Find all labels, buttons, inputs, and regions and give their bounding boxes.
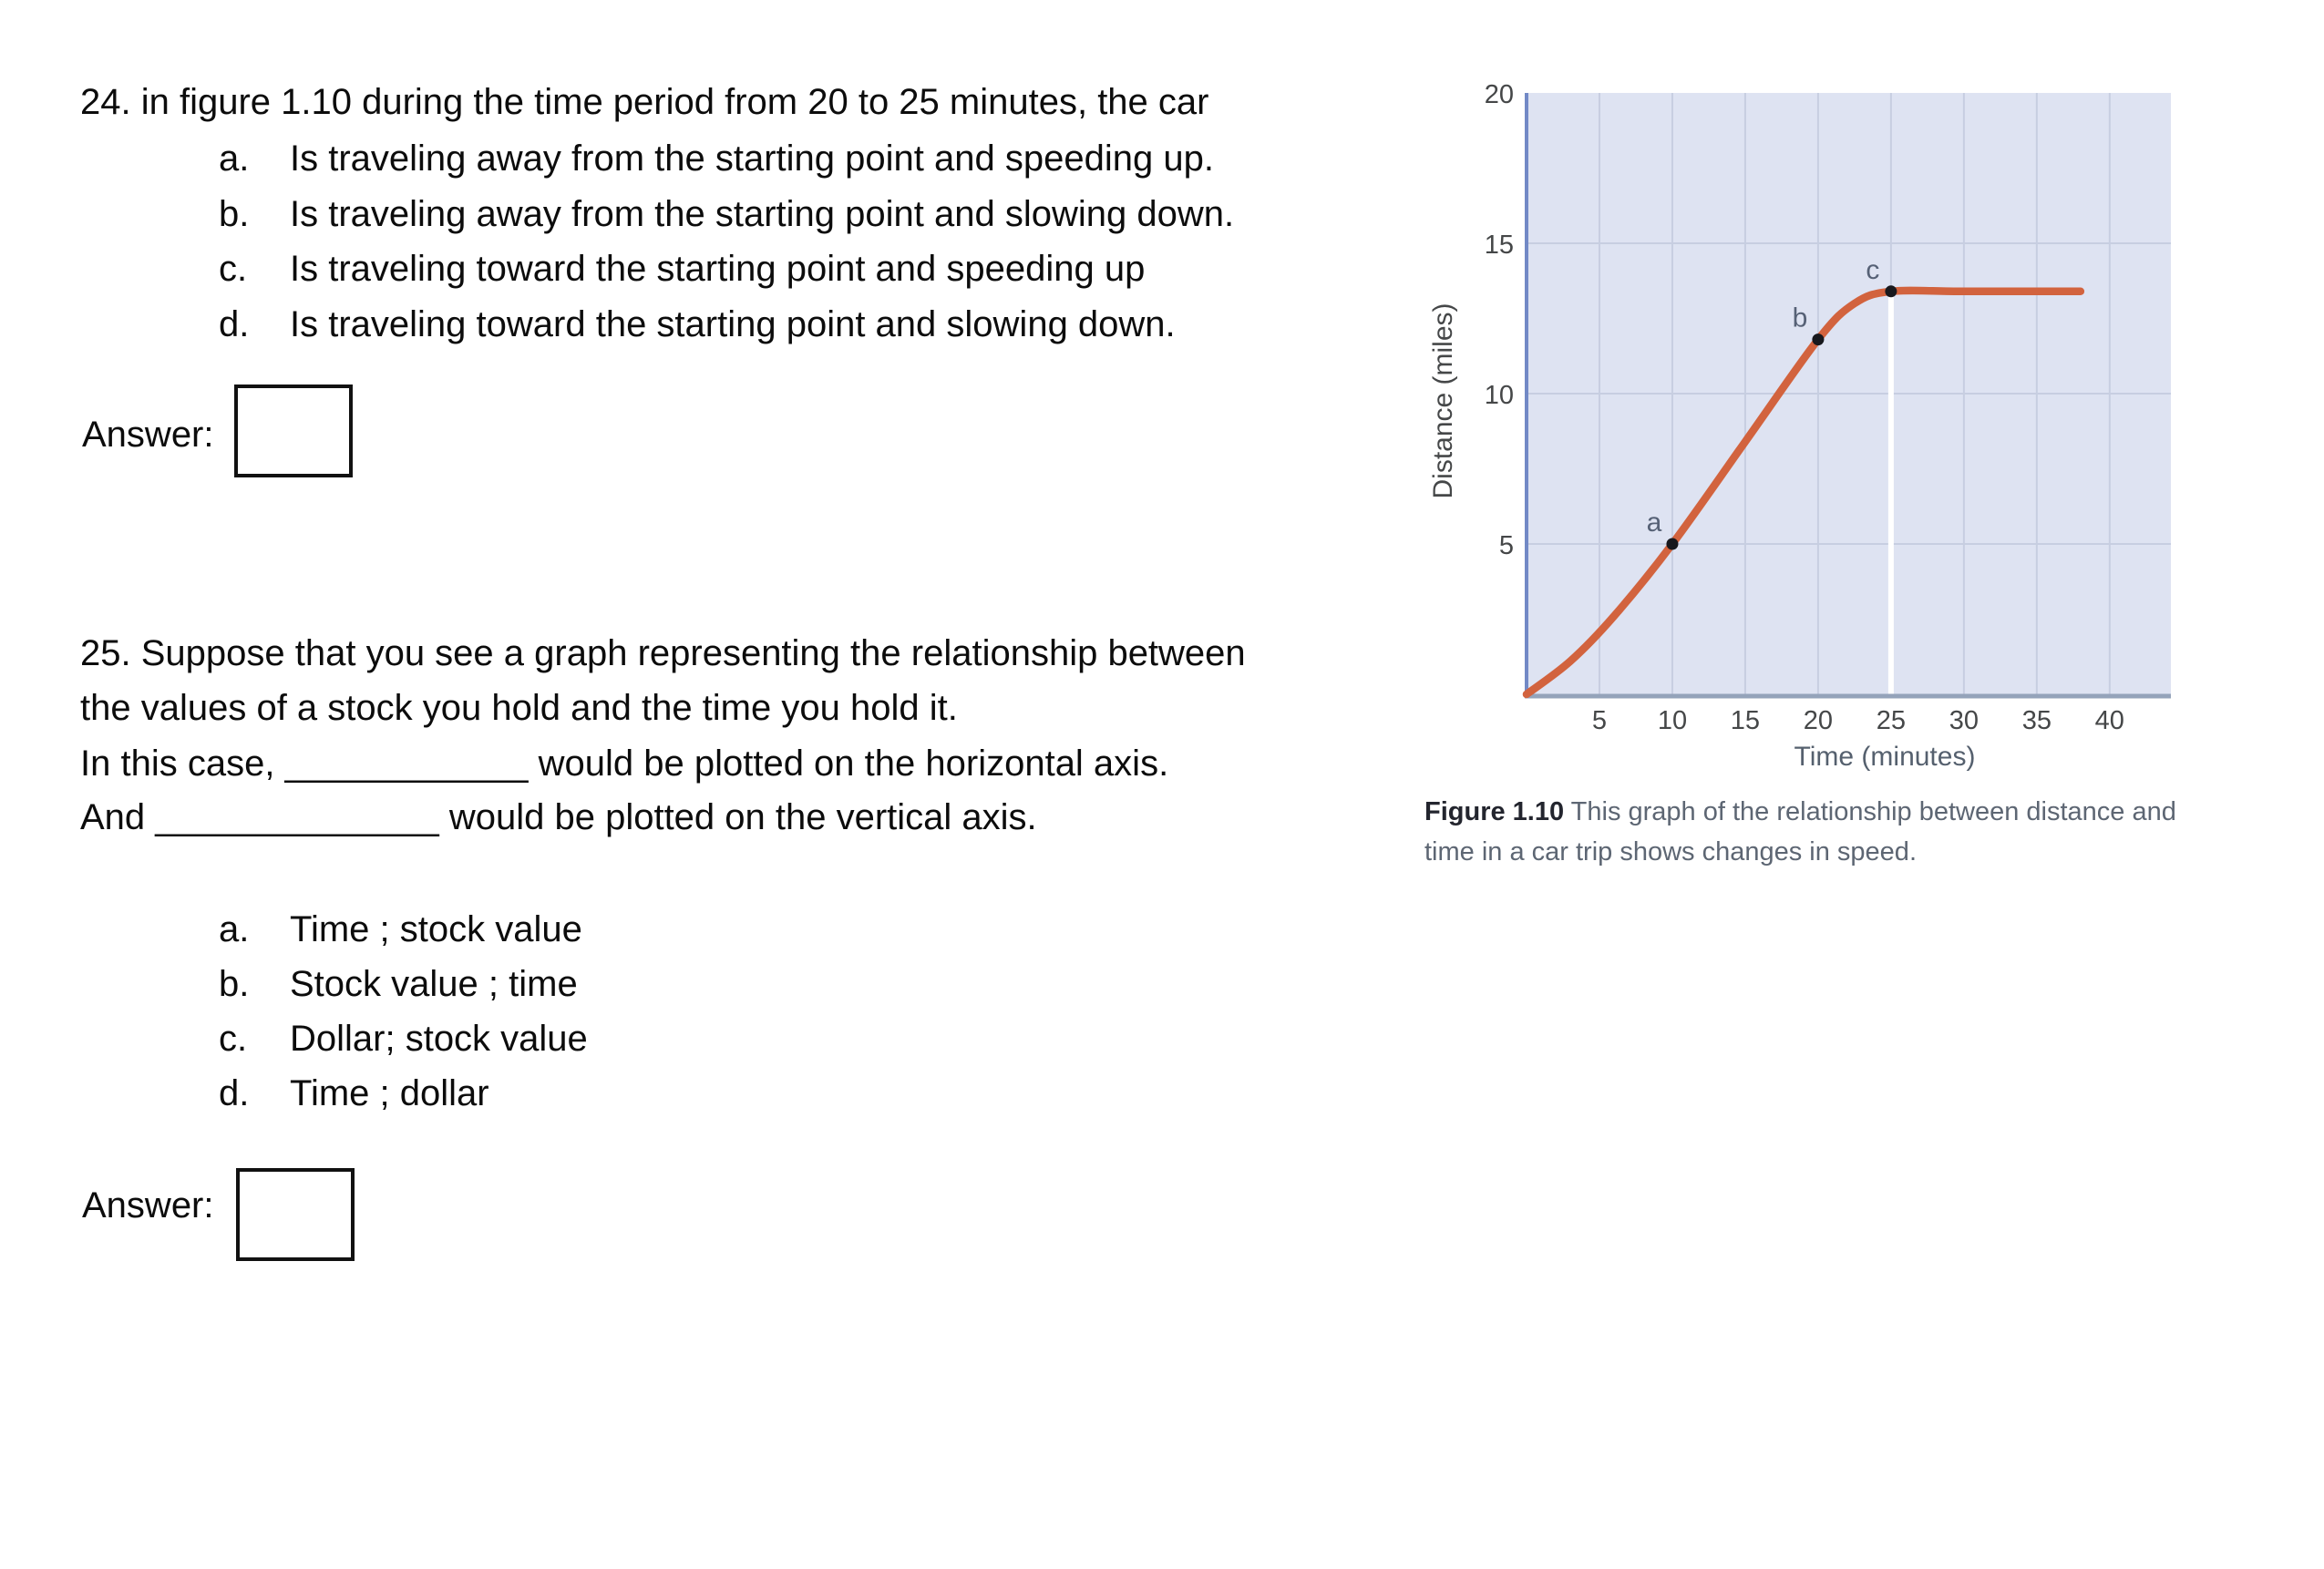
q25-blank-horizontal-line: In this case, ____________ would be plotted on the horizontal axis. — [80, 743, 1169, 784]
figure-plot — [1424, 50, 2231, 779]
svg-text:40: 40 — [2094, 706, 2124, 735]
svg-text:c: c — [1866, 254, 1880, 285]
svg-text:5: 5 — [1591, 706, 1608, 735]
svg-text:10: 10 — [1484, 381, 1514, 410]
svg-text:10: 10 — [1657, 706, 1688, 735]
q24-option-a-text: Is traveling away from the starting point and speeding up. — [290, 138, 1214, 179]
q24-option-a-letter: a. — [219, 138, 250, 179]
q25-option-b-letter: b. — [219, 964, 250, 1004]
svg-text:20: 20 — [1484, 80, 1514, 109]
svg-text:30: 30 — [1949, 706, 1979, 735]
svg-text:20: 20 — [1803, 706, 1834, 735]
q25-option-a-text: Time ; stock value — [290, 909, 582, 949]
svg-text:5: 5 — [1498, 531, 1514, 560]
svg-text:a: a — [1646, 508, 1662, 538]
q25-blank-vertical-line: And ______________ would be plotted on the vertical axis. — [80, 797, 1037, 837]
q25-option-c-text: Dollar; stock value — [290, 1019, 588, 1059]
svg-text:15: 15 — [1730, 706, 1761, 735]
q25-prompt-line1: 25. Suppose that you see a graph representing the relationship between — [80, 633, 1246, 673]
q25-option-d-letter: d. — [219, 1073, 250, 1113]
q25-answer-box[interactable] — [236, 1168, 355, 1261]
svg-text:b: b — [1792, 303, 1808, 333]
svg-text:Distance (miles): Distance (miles) — [1428, 303, 1458, 499]
q24-option-b-text: Is traveling away from the starting point and slowing down. — [290, 194, 1235, 234]
q24-option-c-text: Is traveling toward the starting point and speeding up — [290, 249, 1146, 289]
q24-answer-label: Answer: — [82, 415, 214, 455]
q24-option-b-letter: b. — [219, 194, 250, 234]
q24-prompt: 24. in figure 1.10 during the time period from 20 to 25 minutes, the car — [80, 82, 1209, 122]
q25-prompt-line2: the values of a stock you hold and the time you hold it. — [80, 688, 958, 728]
q24-option-d-text: Is traveling toward the starting point and slowing down. — [290, 304, 1176, 344]
figure-caption-text: This graph of the relationship between distance and time in a car trip shows changes in speed. — [1424, 797, 2176, 867]
q24-option-c-letter: c. — [219, 249, 248, 289]
q24-option-d-letter: d. — [219, 304, 250, 344]
q25-option-a-letter: a. — [219, 909, 250, 949]
q24-answer-box[interactable] — [234, 385, 353, 477]
figure-caption-number: Figure 1.10 — [1424, 797, 1565, 826]
svg-text:25: 25 — [1876, 706, 1907, 735]
figure-caption — [1424, 792, 2208, 872]
svg-text:Time (minutes): Time (minutes) — [1794, 742, 1976, 772]
q25-answer-label: Answer: — [82, 1185, 214, 1225]
svg-text:15: 15 — [1484, 231, 1514, 260]
q25-option-c-letter: c. — [219, 1019, 248, 1059]
svg-text:35: 35 — [2021, 706, 2051, 735]
q25-option-d-text: Time ; dollar — [290, 1073, 489, 1113]
q25-option-b-text: Stock value ; time — [290, 964, 578, 1004]
